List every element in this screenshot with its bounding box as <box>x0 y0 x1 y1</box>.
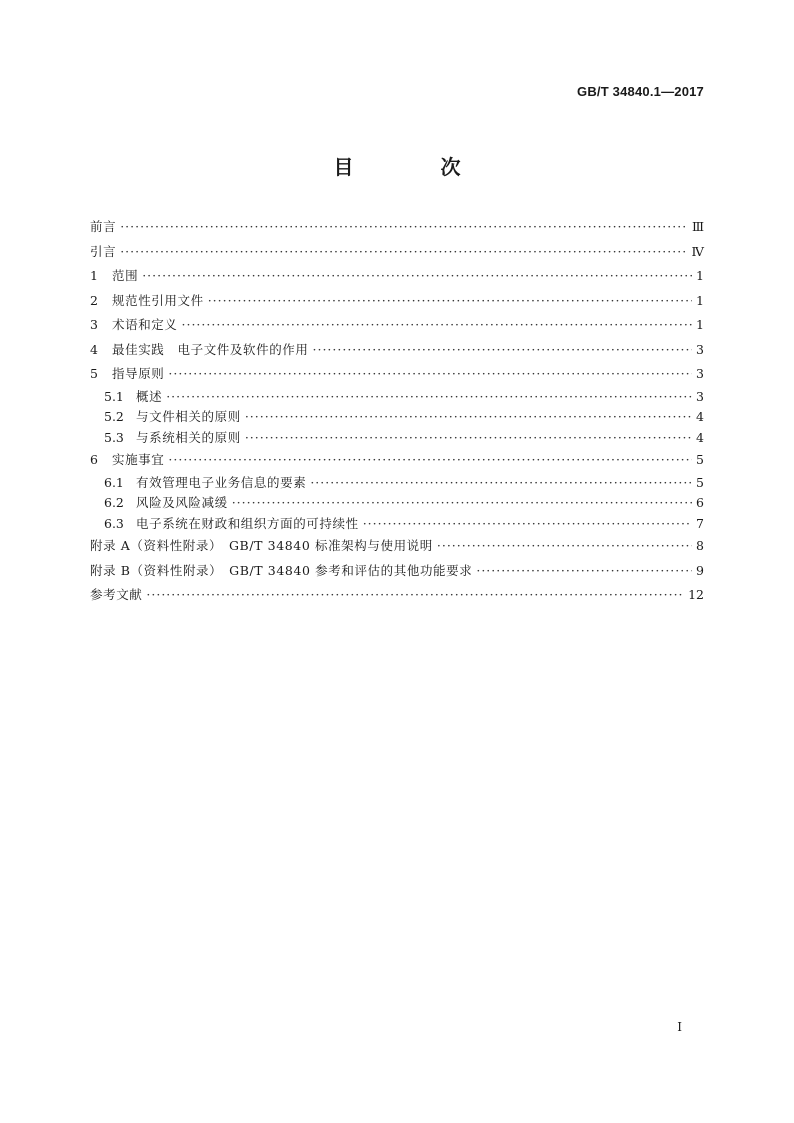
toc-entry-page: 5 <box>696 452 704 467</box>
page-title: 目 次 <box>333 155 501 179</box>
toc-entry-page: Ⅳ <box>691 243 704 259</box>
toc-entry-page: 5 <box>696 474 704 490</box>
toc-dot-leader <box>232 493 692 514</box>
toc-entry-page: 1 <box>696 268 704 283</box>
toc-entry-page: 7 <box>696 515 704 531</box>
toc-dot-leader <box>437 534 692 559</box>
toc-entry-number: 5.2 <box>104 409 124 424</box>
toc-entry-number: 2 <box>90 292 98 308</box>
toc-entry-number: 3 <box>90 317 98 332</box>
toc-entry-page: 3 <box>696 366 704 381</box>
toc-entry[interactable] <box>90 559 704 584</box>
toc-dot-leader <box>168 362 692 387</box>
toc-entry-label: 参考文献 <box>90 587 143 602</box>
toc-entry-page: Ⅲ <box>691 219 704 234</box>
toc-dot-leader <box>168 448 692 473</box>
toc-entry-label: 有效管理电子业务信息的要素 <box>136 474 307 490</box>
toc-entry-label: 电子系统在财政和组织方面的可持续性 <box>136 515 359 531</box>
page-number: I <box>677 1020 682 1034</box>
toc-entry-number: 6.1 <box>104 474 124 490</box>
toc-entry[interactable] <box>90 338 704 363</box>
toc-entry-page: 4 <box>696 409 704 424</box>
toc-dot-leader <box>208 289 692 314</box>
toc-dot-leader <box>166 387 692 408</box>
toc-entry-number: 1 <box>90 268 98 283</box>
table-of-contents <box>90 215 704 608</box>
toc-entry[interactable] <box>90 534 704 559</box>
toc-dot-leader <box>476 559 692 584</box>
toc-entry-label: 引言 <box>90 243 117 259</box>
standard-number: GB/T 34840.1—2017 <box>577 84 704 99</box>
toc-entry-number: 5 <box>90 366 98 381</box>
toc-dot-leader <box>146 583 684 608</box>
toc-entry-label: 指导原则 <box>112 366 165 381</box>
toc-entry-number: 4 <box>90 341 98 357</box>
toc-entry-page: 8 <box>696 538 704 553</box>
toc-entry-label: 规范性引用文件 <box>112 292 204 308</box>
toc-entry[interactable] <box>90 215 704 240</box>
toc-entry-label: 最佳实践 电子文件及软件的作用 <box>112 341 309 357</box>
toc-entry[interactable] <box>90 473 704 494</box>
toc-dot-leader <box>363 514 692 535</box>
toc-entry[interactable] <box>90 514 704 535</box>
toc-entry-number: 5.3 <box>104 429 124 445</box>
toc-entry-label: 风险及风险减缓 <box>136 495 228 510</box>
toc-dot-leader <box>245 407 692 428</box>
toc-entry-label: 实施事宜 <box>112 452 165 467</box>
toc-entry[interactable] <box>90 583 704 608</box>
toc-entry-number: 6.3 <box>104 515 124 531</box>
toc-dot-leader <box>120 240 687 265</box>
toc-entry-page: 1 <box>696 292 704 308</box>
toc-entry[interactable] <box>90 448 704 473</box>
toc-entry-number: 6 <box>90 452 98 467</box>
toc-dot-leader <box>120 215 688 240</box>
toc-entry-page: 4 <box>696 429 704 445</box>
toc-entry-label: 与系统相关的原则 <box>136 429 241 445</box>
toc-entry-page: 6 <box>696 495 704 510</box>
toc-entry-page: 9 <box>696 562 704 578</box>
toc-entry-page: 1 <box>696 317 704 332</box>
toc-entry-label: 附录 B（资料性附录） GB/T 34840 参考和评估的其他功能要求 <box>90 562 473 578</box>
toc-dot-leader <box>310 473 692 494</box>
toc-entry-page: 3 <box>696 388 704 404</box>
toc-entry-label: 范围 <box>112 268 139 283</box>
toc-entry-label: 与文件相关的原则 <box>136 409 241 424</box>
toc-entry[interactable] <box>90 240 704 265</box>
toc-entry-number: 6.2 <box>104 495 124 510</box>
toc-entry-label: 附录 A（资料性附录） GB/T 34840 标准架构与使用说明 <box>90 538 433 553</box>
toc-entry-label: 术语和定义 <box>112 317 178 332</box>
toc-dot-leader <box>313 338 692 363</box>
toc-dot-leader <box>142 264 692 289</box>
toc-entry[interactable] <box>90 313 704 338</box>
toc-entry[interactable] <box>90 493 704 514</box>
toc-entry[interactable] <box>90 428 704 449</box>
toc-entry-page: 3 <box>696 341 704 357</box>
toc-entry[interactable] <box>90 264 704 289</box>
toc-entry-label: 概述 <box>136 388 163 404</box>
toc-entry-label: 前言 <box>90 219 117 234</box>
toc-entry-page: 12 <box>688 587 704 602</box>
toc-dot-leader <box>182 313 692 338</box>
toc-dot-leader <box>245 428 692 449</box>
toc-entry-number: 5.1 <box>104 388 124 404</box>
toc-entry[interactable] <box>90 289 704 314</box>
toc-entry[interactable] <box>90 362 704 387</box>
toc-entry[interactable] <box>90 407 704 428</box>
toc-entry[interactable] <box>90 387 704 408</box>
